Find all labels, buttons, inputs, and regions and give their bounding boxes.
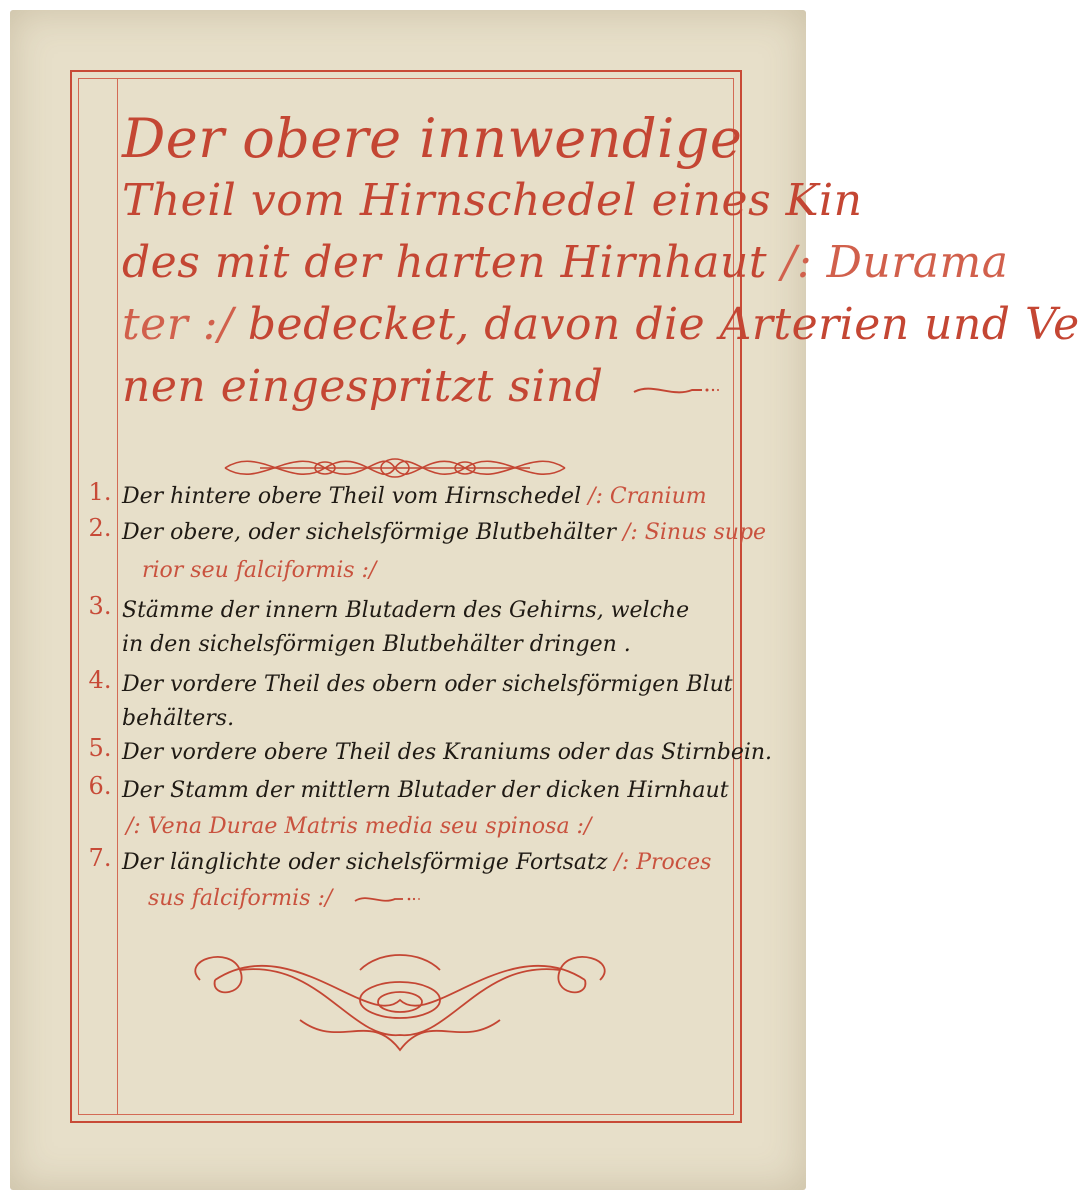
item-number: 6. <box>88 772 112 800</box>
title-line-4-latin: ter :/ <box>122 299 234 350</box>
title-line-3 <box>122 232 1009 294</box>
item-latin: /: Proces <box>614 850 712 875</box>
item-latin: /: Sinus supe <box>622 520 767 545</box>
end-flourish <box>353 891 423 907</box>
title-line-5 <box>122 356 742 418</box>
item-number: 1. <box>88 478 112 506</box>
item-text: Stämme der innern Blutadern des Gehirns, welche <box>122 598 690 623</box>
item-text: Der obere, oder sichelsförmige Blutbehälter /: Sinus supe <box>122 520 767 545</box>
title-line-1: Der obere innwendige <box>122 107 743 170</box>
item-text: Der vordere Theil des obern oder sichelsförmigen Blut <box>122 672 733 697</box>
item-text: Der hintere obere Theil vom Hirnschedel /: Cranium <box>122 484 707 509</box>
item-text-continuation: behälters. <box>122 706 235 731</box>
item-number: 5. <box>88 734 112 762</box>
item-latin-continuation: rior seu falciformis :/ <box>142 558 377 583</box>
title-line-5-text: nen eingespritzt sind <box>122 361 604 412</box>
item-number: 3. <box>88 592 112 620</box>
item-number: 4. <box>88 666 112 694</box>
item-latin: /: Cranium <box>588 484 707 509</box>
title-line-3-german: des mit der harten Hirnhaut <box>122 237 782 288</box>
item-latin-continuation: /: Vena Durae Matris media seu spinosa :/ <box>126 814 592 839</box>
title-line-3-latin: /: Durama <box>781 237 1009 288</box>
title-line-4 <box>122 294 1080 356</box>
item-number: 2. <box>88 514 112 542</box>
item-text: Der länglichte oder sichelsförmige Fortsatz /: Proces <box>122 850 712 875</box>
title-line-4-german: bedecket, davon die Arterien und Ve <box>233 299 1080 350</box>
title-line-2: Theil vom Hirnschedel eines Kin <box>122 175 863 226</box>
item-text: Der vordere obere Theil des Kraniums oder das Stirnbein. <box>122 740 773 765</box>
item-text-continuation: in den sichelsförmigen Blutbehälter dringen . <box>122 632 631 657</box>
page-title <box>122 107 1080 418</box>
title-end-flourish <box>632 380 722 400</box>
item-text: Der Stamm der mittlern Blutader der dicken Hirnhaut <box>122 778 729 803</box>
item-latin-continuation: sus falciformis :/ <box>148 880 742 918</box>
item-number: 7. <box>88 844 112 872</box>
ornament-flourish-bottom <box>170 940 630 1060</box>
